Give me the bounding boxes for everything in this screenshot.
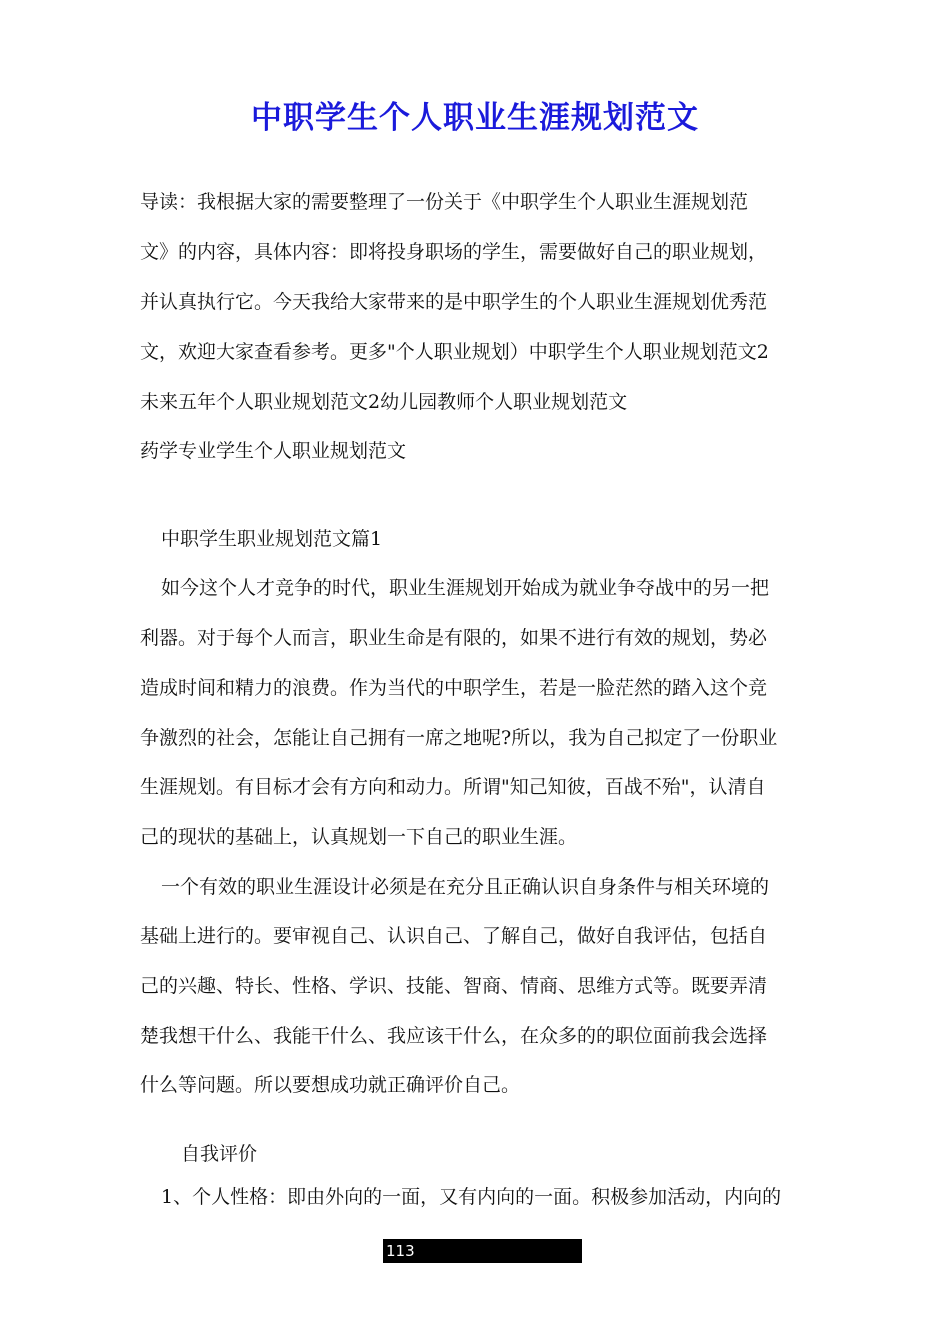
intro-line-2: 文》的内容，具体内容：即将投身职场的学生，需要做好自己的职业规划， — [140, 241, 768, 263]
paragraph-1-line-6: 己的现状的基础上，认真规划一下自己的职业生涯。 — [140, 826, 578, 848]
paragraph-1-line-4: 争激烈的社会，怎能让自己拥有一席之地呢?所以，我为自己拟定了一份职业 — [140, 727, 778, 749]
section-heading: 中职学生职业规划范文篇1 — [161, 528, 383, 550]
intro-line-6: 药学专业学生个人职业规划范文 — [140, 440, 407, 462]
list-item-1: 1、个人性格：即由外向的一面，又有内向的一面。积极参加活动，内向的 — [161, 1186, 782, 1208]
paragraph-1-line-1: 如今这个人才竞争的时代，职业生涯规划开始成为就业争夺战中的另一把 — [161, 577, 770, 599]
subheading-self-evaluation: 自我评价 — [181, 1143, 258, 1165]
paragraph-1-line-2: 利器。对于每个人而言，职业生命是有限的，如果不进行有效的规划，势必 — [140, 627, 768, 649]
page-number: 113 — [383, 1239, 582, 1263]
paragraph-2-line-4: 楚我想干什么、我能干什么、我应该干什么，在众多的的职位面前我会选择 — [140, 1025, 768, 1047]
paragraph-2-line-3: 己的兴趣、特长、性格、学识、技能、智商、情商、思维方式等。既要弄清 — [140, 975, 768, 997]
paragraph-2-line-2: 基础上进行的。要审视自己、认识自己、了解自己，做好自我评估，包括自 — [140, 925, 768, 947]
intro-line-3: 并认真执行它。今天我给大家带来的是中职学生的个人职业生涯规划优秀范 — [140, 291, 768, 313]
paragraph-2-line-5: 什么等问题。所以要想成功就正确评价自己。 — [140, 1074, 521, 1096]
intro-line-4: 文，欢迎大家查看参考。更多"个人职业规划）中职学生个人职业规划范文2 — [140, 341, 769, 363]
paragraph-2-line-1: 一个有效的职业生涯设计必须是在充分且正确认识自身条件与相关环境的 — [161, 876, 770, 898]
paragraph-1-line-3: 造成时间和精力的浪费。作为当代的中职学生，若是一脸茫然的踏入这个竞 — [140, 677, 768, 699]
intro-line-1: 导读：我根据大家的需要整理了一份关于《中职学生个人职业生涯规划范 — [140, 191, 749, 213]
paragraph-1-line-5: 生涯规划。有目标才会有方向和动力。所谓"知己知彼，百战不殆"，认清自 — [140, 776, 766, 798]
intro-line-5: 未来五年个人职业规划范文2幼儿园教师个人职业规划范文 — [140, 391, 628, 413]
document-title: 中职学生个人职业生涯规划范文 — [251, 100, 699, 136]
